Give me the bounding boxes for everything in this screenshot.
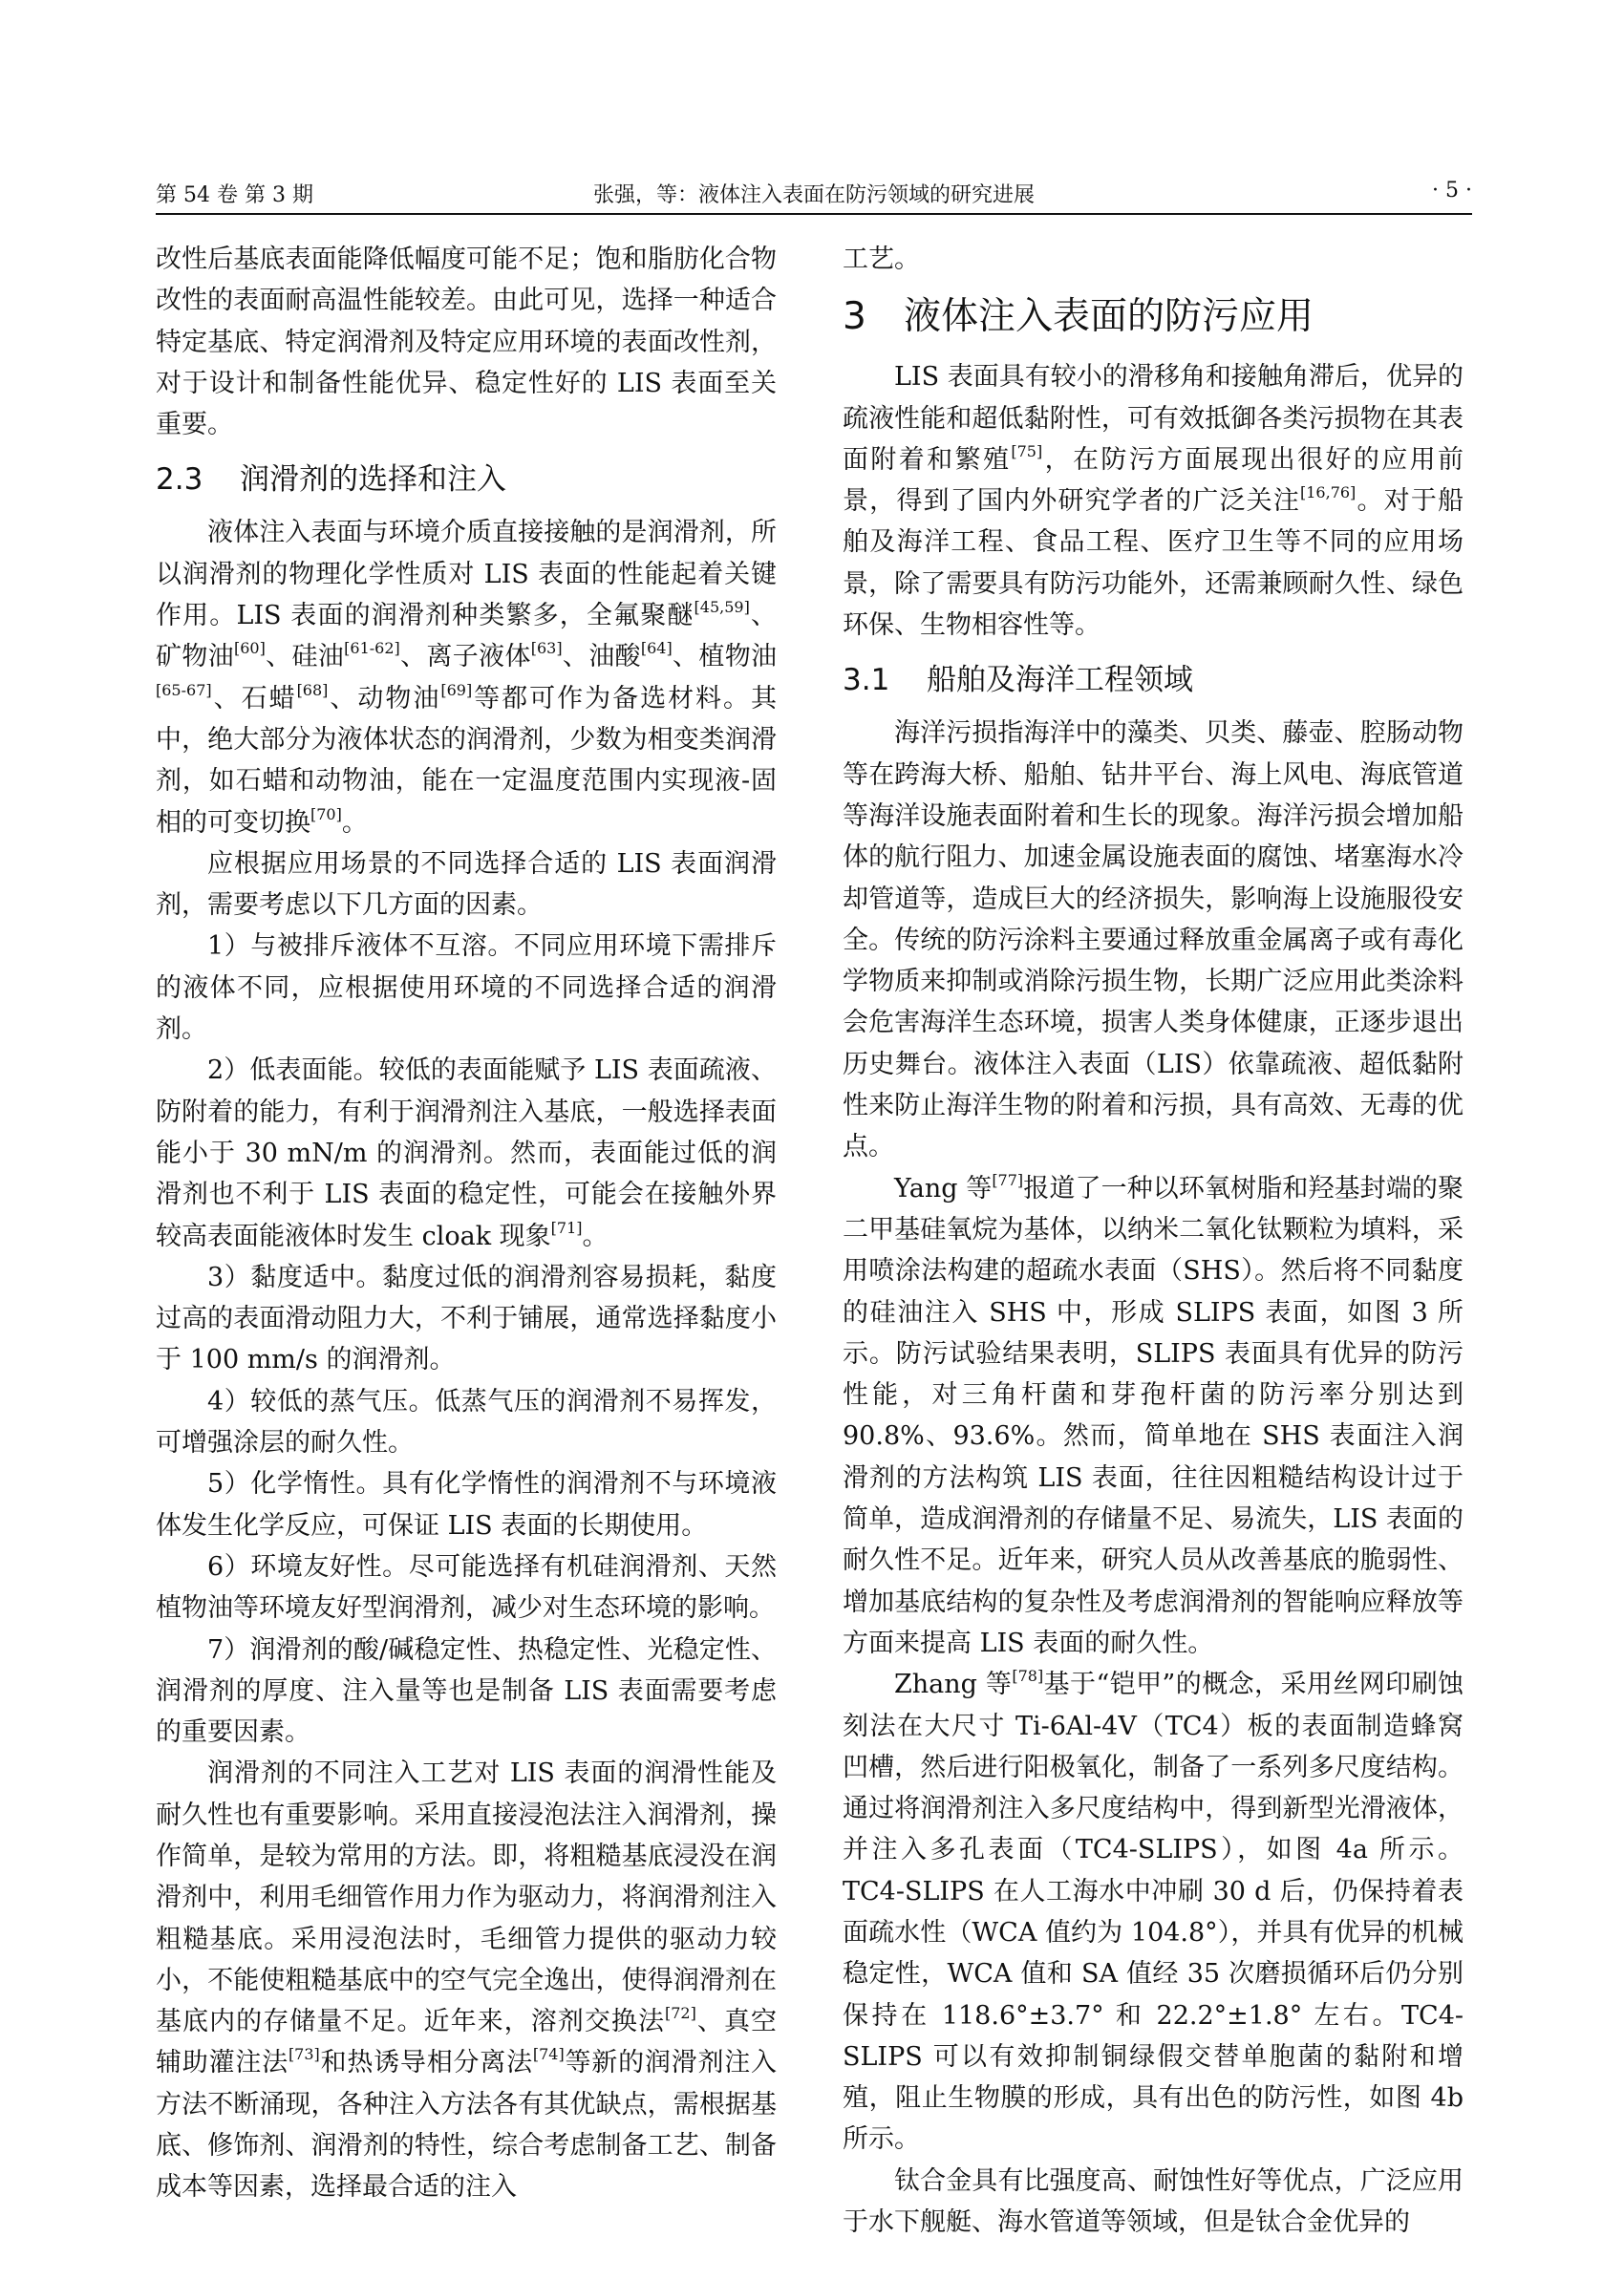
citation: [78] — [1012, 1667, 1044, 1686]
list-item: 4）较低的蒸气压。低蒸气压的润滑剂不易挥发，可增强涂层的耐久性。 — [156, 1386, 777, 1459]
paragraph: LIS 表面具有较小的滑移角和接触角滞后，优异的疏液性能和超低黏附性，可有效抵御各类污损物在其表面附着和繁殖[75]，在防污方面展现出很好的应用前景，得到了国内外研究学者的广泛关注[16,76]。对于船舶及海洋工程、食品工程、医疗卫生等不同的应用场景，除了需要具有防污功能外，还需兼顾耐久性、绿色环保、生物相容性等。 — [843, 362, 1464, 641]
citation: [74] — [532, 2045, 565, 2064]
paragraph: 工艺。 — [843, 245, 920, 274]
citation: [61-62] — [344, 639, 400, 658]
paragraph: 润滑剂的不同注入工艺对 LIS 表面的润滑性能及耐久性也有重要影响。采用直接浸泡法注入润滑剂，操作简单，是较为常用的方法。即，将粗糙基底浸没在润滑剂中，利用毛细管作用力作为驱动力，将润滑剂注入粗糙基底。采用浸泡法时，毛细管力提供的驱动力较小，不能使粗糙基底中的空气完全逸出，使得润滑剂在基底内的存储量不足。近年来，溶剂交换法[72]、真空辅助灌注法[73]和热诱导相分离法[74]等新的润滑剂注入方法不断涌现，各种注入方法各有其优缺点，需根据基底、修饰剂、润滑剂的特性，综合考虑制备工艺、制备成本等因素，选择最合适的注入 — [156, 1758, 778, 2203]
citation: [72] — [665, 2004, 696, 2023]
left-column — [156, 239, 777, 2208]
paragraph: 改性后基底表面能降低幅度可能不足；饱和脂肪化合物改性的表面耐高温性能较差。由此可见，选择一种适合特定基底、特定润滑剂及特定应用环境的表面改性剂，对于设计和制备性能优异、稳定性好的 LIS 表面至关重要。 — [156, 245, 777, 440]
list-item: 2）低表面能。较低的表面能赋予 LIS 表面疏液、防附着的能力，有利于润滑剂注入基底，一般选择表面能小于 30 mN/m 的润滑剂。然而，表面能过低的润滑剂也不利于 LIS 表面的稳定性，可能会在接触外界较高表面能液体时发生 cloak 现象[71]。 — [156, 1055, 777, 1251]
running-title: 张强，等：液体注入表面在防污领域的研究进展 — [592, 183, 1035, 207]
running-header — [156, 175, 1472, 215]
citation: [71] — [550, 1218, 583, 1237]
section-heading-3-1: 3.1 船舶及海洋工程领域 — [843, 663, 1193, 698]
citation: [16,76] — [1300, 483, 1357, 502]
citation: [60] — [233, 639, 266, 658]
page-number: · 5 · — [1432, 179, 1472, 202]
citation: [65-67] — [156, 680, 212, 699]
section-heading-3: 3 液体注入表面的防污应用 — [843, 295, 1314, 339]
paragraph: 液体注入表面与环境介质直接接触的是润滑剂，所以润滑剂的物理化学性质对 LIS 表面的性能起着关键作用。LIS 表面的润滑剂种类繁多，全氟聚醚[45,59]、矿物油[60]、硅油[61-62]、离子液体[63]、油酸[64]、植物油[65-67]、石蜡[68]、动物油[69]等都可作为备选材料。其中，绝大部分为液体状态的润滑剂，少数为相变类润滑剂，如石蜡和动物油，能在一定温度范围内实现液-固相的可变切换[70]。 — [156, 518, 778, 838]
paragraph: 海洋污损指海洋中的藻类、贝类、藤壶、腔肠动物等在跨海大桥、船舶、钻井平台、海上风电、海底管道等海洋设施表面附着和生长的现象。海洋污损会增加船体的航行阻力、加速金属设施表面的腐蚀、堵塞海水冷却管道等，造成巨大的经济损失，影响海上设施服役安全。传统的防污涂料主要通过释放重金属离子或有毒化学物质来抑制或消除污损生物，长期广泛应用此类涂料会危害海洋生态环境，损害人类身体健康，正逐步退出历史舞台。液体注入表面（LIS）依靠疏液、超低黏附性来防止海洋生物的附着和污损，具有高效、无毒的优点。 — [843, 718, 1464, 1162]
citation: [45,59] — [694, 598, 750, 617]
list-item: 5）化学惰性。具有化学惰性的润滑剂不与环境液体发生化学反应，可保证 LIS 表面的长期使用。 — [156, 1469, 777, 1541]
citation: [73] — [288, 2045, 320, 2064]
paragraph: 钛合金具有比强度高、耐蚀性好等优点，广泛应用于水下舰艇、海水管道等领域，但是钛合金优异的 — [843, 2165, 1464, 2238]
list-item: 1）与被排斥液体不互溶。不同应用环境下需排斥的液体不同，应根据使用环境的不同选择合适的润滑剂。 — [156, 931, 777, 1045]
list-item: 7）润滑剂的酸/碱稳定性、热稳定性、光稳定性、润滑剂的厚度、注入量等也是制备 LIS 表面需要考虑的重要因素。 — [156, 1634, 777, 1748]
citation: [69] — [440, 680, 473, 699]
citation: [75] — [1011, 441, 1043, 460]
citation: [70] — [310, 804, 342, 823]
citation: [64] — [640, 639, 673, 658]
journal-volume-issue: 第 54 卷 第 3 期 — [156, 183, 313, 207]
list-item: 3）黏度适中。黏度过低的润滑剂容易损耗，黏度过高的表面滑动阻力大，不利于铺展，通常选择黏度小于 100 mm/s 的润滑剂。 — [156, 1262, 777, 1375]
citation: [68] — [296, 680, 329, 699]
section-heading-2-3: 2.3 润滑剂的选择和注入 — [156, 462, 506, 498]
paragraph: Zhang 等[78]基于“铠甲”的概念，采用丝网印刷蚀刻法在大尺寸 Ti-6Al-4V（TC4）板的表面制造蜂窝凹槽，然后进行阳极氧化，制备了一系列多尺度结构。通过将润滑剂注入多尺度结构中，得到新型光滑液体，并注入多孔表面（TC4-SLIPS），如图 4a 所示。TC4-SLIPS 在人工海水中冲刷 30 d 后，仍保持着表面疏水性（WCA 值约为 104.8°），并具有优异的机械稳定性，WCA 值和 SA 值经 35 次磨损循环后仍分别保持在 118.6°±3.7° 和 22.2°±1.8° 左右。TC4-SLIPS 可以有效抑制铜绿假交替单胞菌的黏附和增殖，阻止生物膜的形成，具有出色的防污性，如图 4b 所示。 — [843, 1667, 1464, 2155]
paragraph: Yang 等[77]报道了一种以环氧树脂和羟基封端的聚二甲基硅氧烷为基体，以纳米二氧化钛颗粒为填料，采用喷涂法构建的超疏水表面（SHS）。然后将不同黏度的硅油注入 SHS 中，形成 SLIPS 表面，如图 3 所示。防污试验结果表明，SLIPS 表面具有优异的防污性能，对三角杆菌和芽孢杆菌的防污率分别达到 90.8%、93.6%。然而，简单地在 SHS 表面注入润滑剂的方法构筑 LIS 表面，往往因粗糙结构设计过于简单，造成润滑剂的存储量不足、易流失，LIS 表面的耐久性不足。近年来，研究人员从改善基底的脆弱性、增加基底结构的复杂性及考虑润滑剂的智能响应释放等方面来提高 LIS 表面的耐久性。 — [843, 1170, 1464, 1658]
right-column — [843, 239, 1464, 2243]
paragraph: 应根据应用场景的不同选择合适的 LIS 表面润滑剂，需要考虑以下几方面的因素。 — [156, 848, 777, 921]
citation: [63] — [530, 639, 563, 658]
list-item: 6）环境友好性。尽可能选择有机硅润滑剂、天然植物油等环境友好型润滑剂，减少对生态环境的影响。 — [156, 1551, 777, 1624]
citation: [77] — [992, 1170, 1024, 1189]
